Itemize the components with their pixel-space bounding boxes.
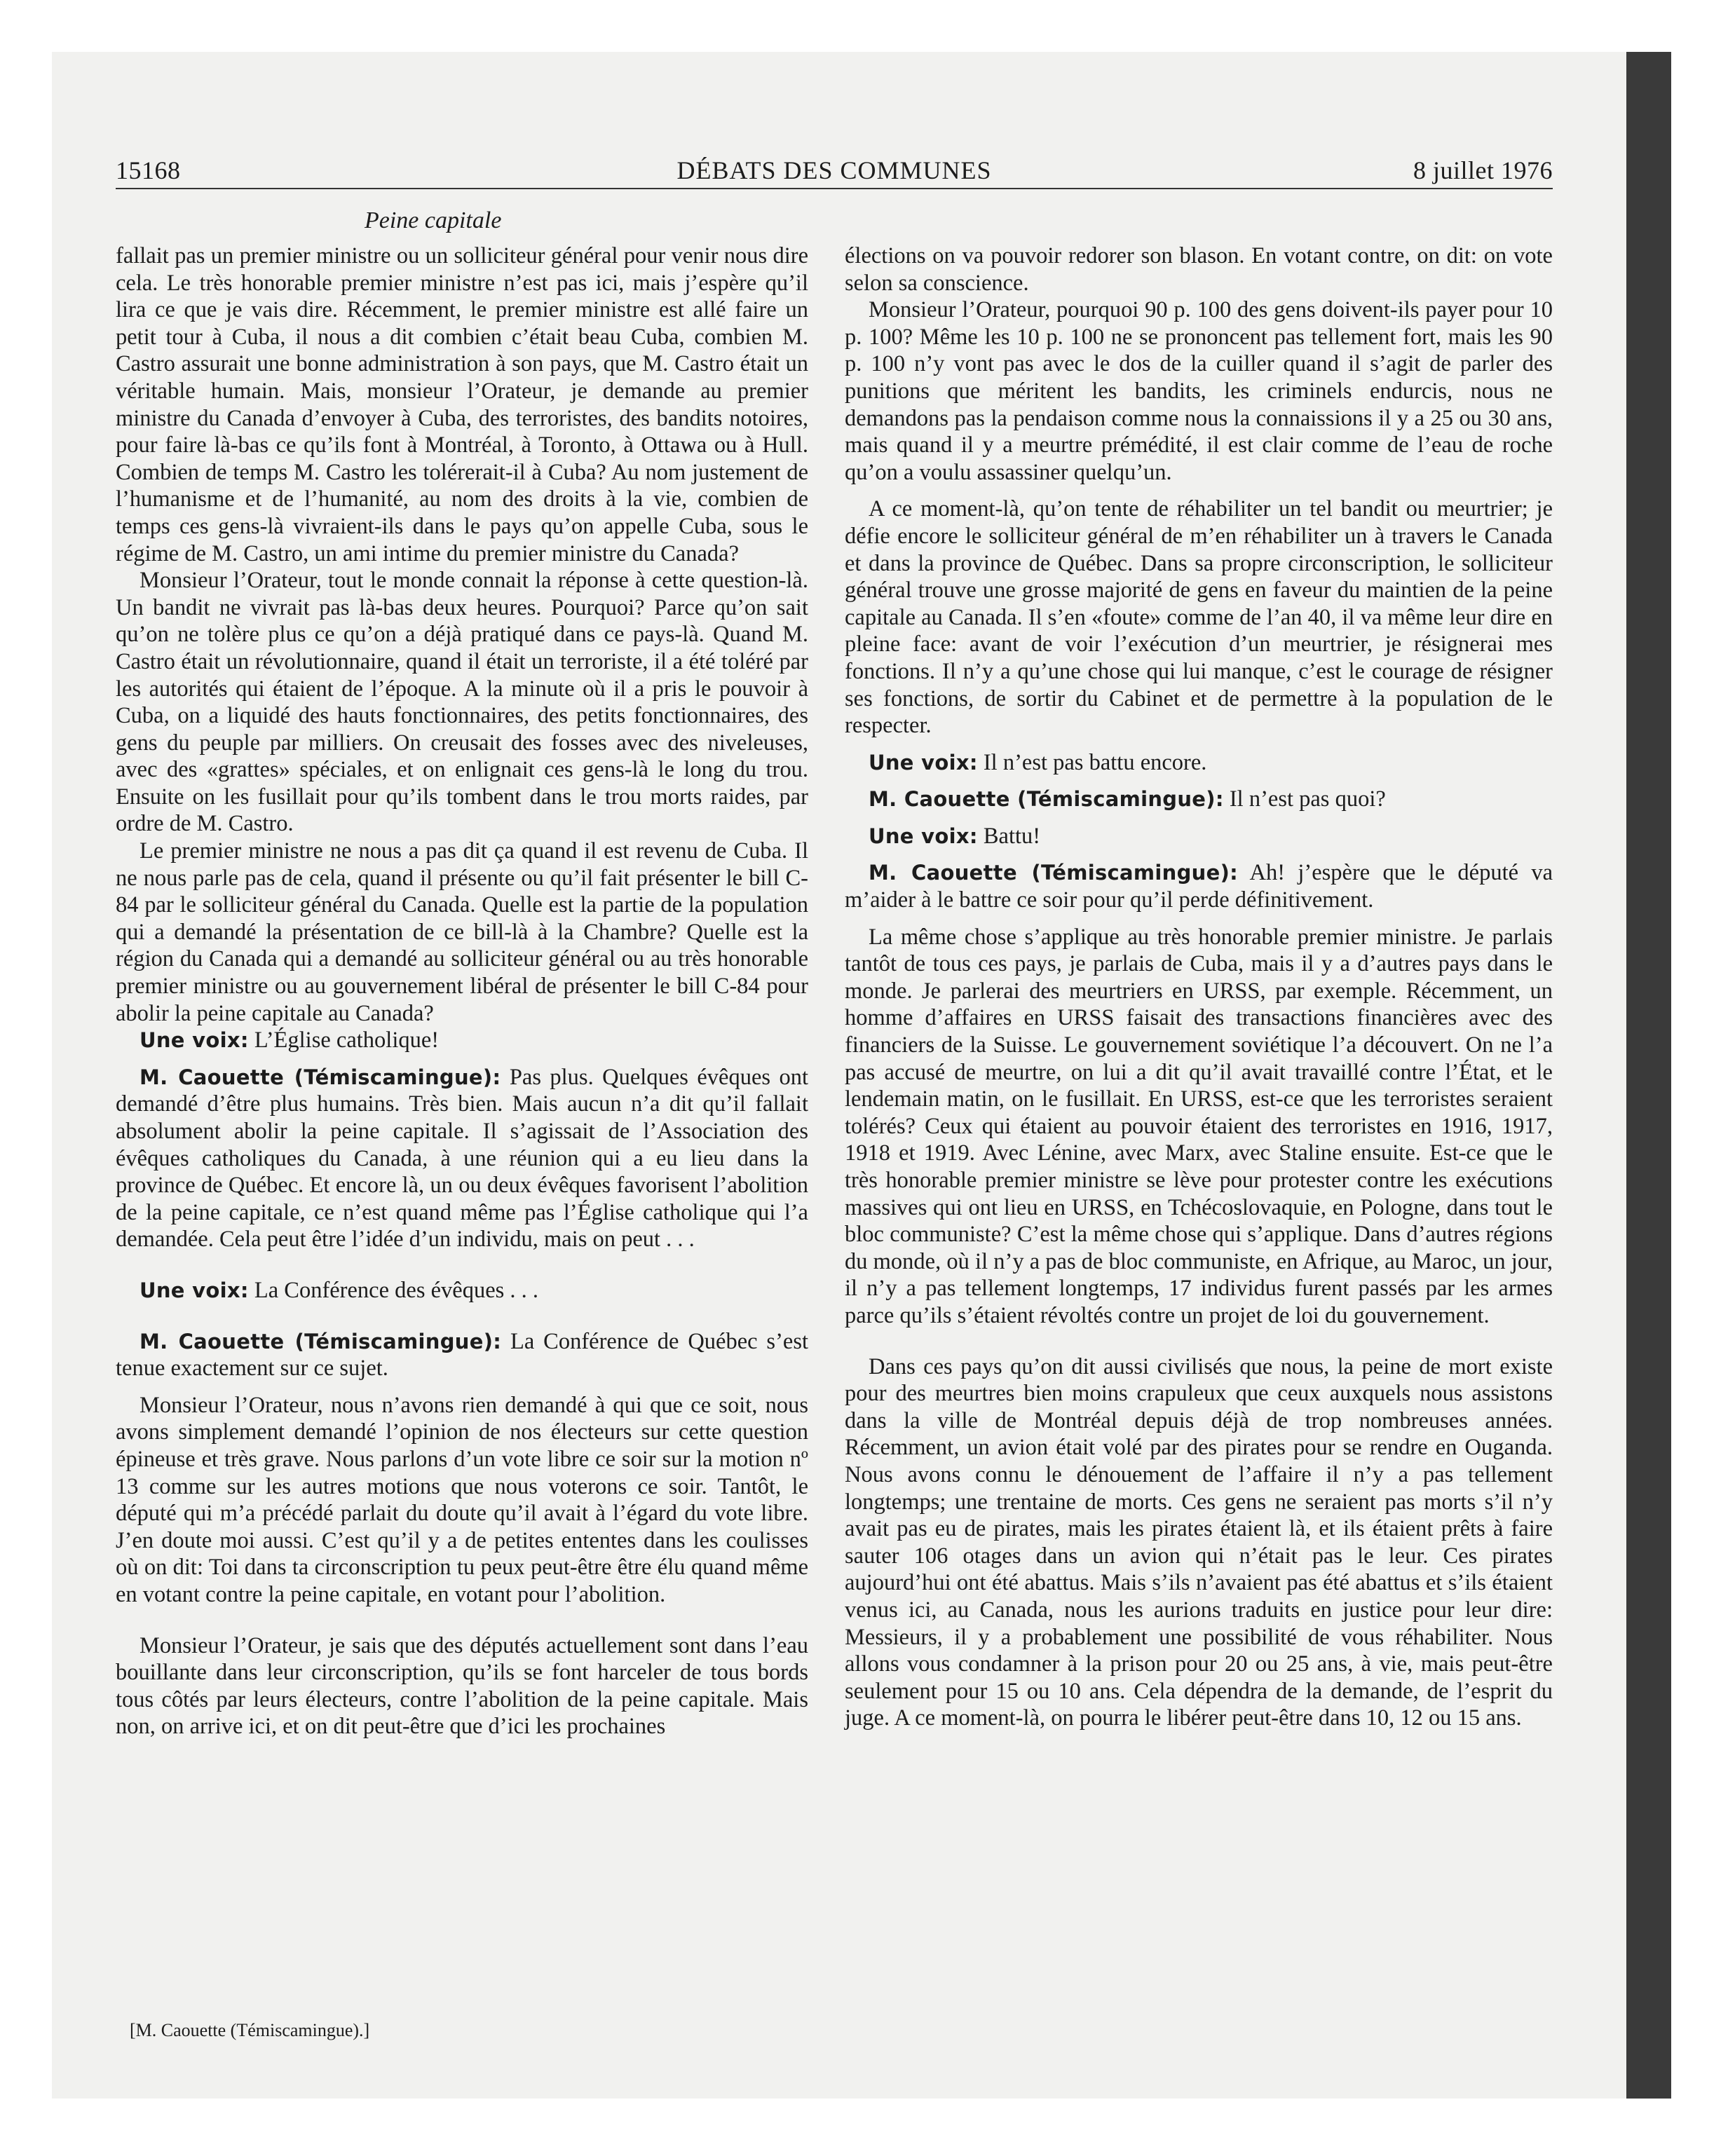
paragraph [845, 924, 1553, 1330]
paragraph [845, 1353, 1553, 1732]
right-column [845, 243, 1553, 1732]
paragraph [116, 1392, 808, 1609]
page-header [116, 156, 1553, 191]
subject-heading: Peine capitale [365, 207, 502, 233]
paragraph [116, 243, 808, 567]
paragraph-text: Battu! [983, 823, 1041, 849]
paragraph-text: Monsieur l’Orateur, nous n’avons rien demandé à qui que ce soit, nous avons simplement demandé l’opinion de nos électeurs sur cette question épineuse et très grave. Nous parlons d’un vote libre ce soir sur la motion nº 13 comme sur les autres motions que nous voterons ce soir. Tantôt, le député qui m’a précédé parlait du doute qu’il avait à l’égard du vote libre. J’en doute moi aussi. C’est qu’il y a de petites ententes dans les coulisses où on dit: Toi dans ta circonscription tu peux peut-être être élu quand même en votant contre la peine capitale, en votant pour l’abolition. [116, 1392, 808, 1607]
paragraph-text: élections on va pouvoir redorer son blason. En votant contre, on dit: on vote selon sa conscience. [845, 243, 1553, 296]
header-rule [116, 188, 1553, 189]
paragraph-text: La même chose s’applique au très honorable premier ministre. Je parlais tantôt de tous ces pays, je parlais de Cuba, mais il y a d’autres pays dans le monde. Je parlerai des meurtriers en URSS, par exemple. Récemment, un homme d’affaires en URSS faisait des transactions financières avec des financiers de la Suisse. Le gouvernement soviétique l’a découvert. On ne l’a pas accusé de meurtre, on lui a dit qu’il avait travaillé contre l’État, et le lendemain matin, on le fusillait. En URSS, est-ce que les terroristes seraient tolérés? Ceux qui étaient au pouvoir étaient des terroristes en 1916, 1917, 1918 et 1919. Avec Lénine, avec Marx, avec Staline ensuite. Est-ce que le très honorable premier ministre se lève pour protester contre les exécutions massives qui ont lieu en URSS, en Tchécoslovaquie, en Pologne, dans tout le bloc communiste? C’est la même chose qui s’applique. Dans d’autres régions du monde, où il n’y a pas de bloc communiste, en Afrique, au Maroc, un jour, il n’y a pas tellement longtemps, 17 individus furent passés par les armes parce qu’ils s’étaient révoltés contre un projet de loi du gouvernement. [845, 924, 1553, 1328]
paragraph-text: L’Église catholique! [254, 1028, 440, 1053]
paragraph [116, 1277, 808, 1304]
speaker-name: Une voix: [140, 1278, 249, 1302]
paragraph [116, 567, 808, 838]
paragraph-text: La Conférence de Québec s’est tenue exactement sur ce sujet. [116, 1328, 808, 1381]
paragraph [845, 749, 1553, 777]
speaker-name: M. Caouette (Témiscamingue): [869, 861, 1239, 885]
paragraph-text: A ce moment-là, qu’on tente de réhabiliter un tel bandit ou meurtrier; je défie encore le solliciteur général de m’en réhabiliter un à travers le Canada et dans la province de Québec. Dans sa propre circonscription, le solliciteur général trouve une grosse majorité de gens en faveur du maintien de la peine capitale au Canada. Il s’en «foute» comme de l’an 40, il va même leur dire en pleine face: avant de voir l’exécution d’un meurtrier, je résignerai mes fonctions. Il n’y a qu’une chose qui lui manque, c’est le courage de résigner ses fonctions, de sortir du Cabinet et de permettre à la population de le respecter. [845, 496, 1553, 739]
paragraph [845, 496, 1553, 739]
paragraph-text: Pas plus. Quelques évêques ont demandé d’être plus humains. Très bien. Mais aucun n’a dit qu’il fallait absolument abolir la peine capitale. Il s’agissait de l’Association des évêques catholiques du Canada, à une réunion qui a eu lieu dans la province de Québec. Et encore là, un ou deux évêques favorisent l’abolition de la peine capitale, ce n’est quand même pas l’Église catholique qui l’a demandée. Cela peut être l’idée d’un individu, mais on peut . . . [116, 1064, 808, 1253]
paragraph [116, 838, 808, 1027]
speaker-name: Une voix: [140, 1028, 249, 1053]
publication-title: DÉBATS DES COMMUNES [676, 156, 992, 184]
paragraph-text: Monsieur l’Orateur, tout le monde connait la réponse à cette question-là. Un bandit ne vivrait pas là-bas deux heures. Pourquoi? Parce qu’on sait qu’on ne tolère plus ce qu’on a déjà pratiqué dans ce pays-là. Quand M. Castro était un révolutionnaire, quand il était un terroriste, il a été toléré par les autorités qui étaient de l’époque. A la minute où il a pris le pouvoir à Cuba, on a liquidé des hauts fonctionnaires, des petits fonctionnaires, des gens du peuple par milliers. On creusait des fosses avec des niveleuses, avec des «grattes» spéciales, et on enlignait ces gens-là le long du trou. Ensuite on les fusillait pour qu’ils tombent dans le trou morts raides, par ordre de M. Castro. [116, 568, 808, 837]
paragraph-text: La Conférence des évêques . . . [254, 1277, 539, 1303]
scan-edge-bar [1626, 52, 1671, 2099]
paragraph [116, 1027, 808, 1054]
left-column [116, 243, 808, 1740]
paragraph [845, 296, 1553, 486]
paragraph-text: Il n’est pas battu encore. [983, 749, 1207, 775]
paragraph-text: Ah! j’espère que le député va m’aider à le battre ce soir pour qu’il perde définitivement. [845, 860, 1553, 913]
paragraph-text: Monsieur l’Orateur, je sais que des députés actuellement sont dans l’eau bouillante dans leur circonscription, qu’ils se font harceler de tous bords tous côtés par leurs électeurs, contre l’abolition de la peine capitale. Mais non, on arrive ici, et on dit peut-être que d’ici les prochaines [116, 1632, 808, 1740]
paragraph [845, 859, 1553, 913]
paragraph-text: fallait pas un premier ministre ou un solliciteur général pour venir nous dire cela. Le très honorable premier ministre n’est pas ici, mais j’espère qu’il lira ce que je vais dire. Récemment, le premier ministre est allé faire un petit tour à Cuba, il nous a dit combien c’était beau Cuba, combien M. Castro assurait une bonne administration à son pays, que M. Castro était un véritable humain. Mais, monsieur l’Orateur, je demande au premier ministre du Canada d’envoyer à Cuba, des terroristes, des bandits notoires, pour faire là-bas ce qu’ils font à Montréal, à Toronto, à Ottawa ou à Hull. Combien de temps M. Castro les tolérerait-il à Cuba? Au nom justement de l’humanisme et de l’humanité, au nom des droits à la vie, combien de temps ces gens-là vivraient-ils dans le pays qu’on appelle Cuba, sous le régime de M. Castro, un ami intime du premier ministre du Canada? [116, 243, 808, 566]
paragraph-text: Il n’est pas quoi? [1229, 786, 1386, 812]
speaker-name: Une voix: [869, 824, 978, 848]
paragraph [845, 243, 1553, 296]
speaker-name: M. Caouette (Témiscamingue): [140, 1065, 501, 1089]
speaker-name: M. Caouette (Témiscamingue): [140, 1329, 502, 1353]
paragraph [116, 1328, 808, 1382]
speaker-name: Une voix: [869, 750, 978, 775]
paragraph [845, 823, 1553, 850]
paragraph-text: Monsieur l’Orateur, pourquoi 90 p. 100 des gens doivent-ils payer pour 10 p. 100? Même les 10 p. 100 ne se prononcent pas tellement fort, mais les 90 p. 100 n’y vont pas avec le dos de la cuiller quand il s’agit de parler des punitions que méritent les bandits, les criminels endurcis, nous ne demandons pas la pendaison comme nous la connaissions il y a 25 ou 30 ans, mais quand il y a meurtre prémédité, il est clair comme de l’eau de roche qu’on a voulu assassiner quelqu’un. [845, 297, 1553, 485]
paragraph [845, 786, 1553, 813]
paragraph [116, 1064, 808, 1253]
paragraph-text: Dans ces pays qu’on dit aussi civilisés que nous, la peine de mort existe pour des meurtres bien moins crapuleux que ceux auxquels nous assistons dans la ville de Montréal depuis déjà de trop nombreuses années. Récemment, un avion était volé par des pirates pour se rendre en Ouganda. Nous avons connu le dénouement de l’affaire il n’y a pas tellement longtemps; une trentaine de morts. Ces gens ne seraient pas morts s’il n’y avait pas eu de pirates, mais les pirates étaient là, et ils étaient prêts à faire sauter 106 otages dans un avion qui n’était pas le leur. Ces pirates aujourd’hui ont été abattus. Mais s’ils n’avaient pas été abattus et s’ils étaient venus ici, au Canada, nous les aurions traduits en justice pour leur dire: Messieurs, il y a probablement une possibilité de vous réhabiliter. Nous allons vous condamner à la prison pour 20 ou 25 ans, à vie, mais peut-être seulement pour 15 ou 10 ans. Cela dépendra de la demande, de l’esprit du juge. A ce moment-là, on pourra le libérer peut-être dans 10, 12 ou 15 ans. [845, 1353, 1553, 1731]
paragraph-text: Le premier ministre ne nous a pas dit ça quand il est revenu de Cuba. Il ne nous parle pas de cela, quand il présente ou qu’il fait présenter le bill C-84 par le solliciteur général du Canada. Quelle est la partie de la population qui a demandé la présentation de ce bill-là à la Chambre? Quelle est la région du Canada qui a demandé au solliciteur général ou au très honorable premier ministre ou au gouvernement libéral de présenter le bill C-84 pour abolir la peine capitale au Canada? [116, 838, 808, 1026]
page-number: 15168 [116, 156, 181, 184]
paragraph [116, 1632, 808, 1740]
speaker-name: M. Caouette (Témiscamingue): [869, 787, 1224, 812]
speaker-footnote: [M. Caouette (Témiscamingue).] [130, 2020, 370, 2040]
page-date: 8 juillet 1976 [1413, 156, 1553, 184]
